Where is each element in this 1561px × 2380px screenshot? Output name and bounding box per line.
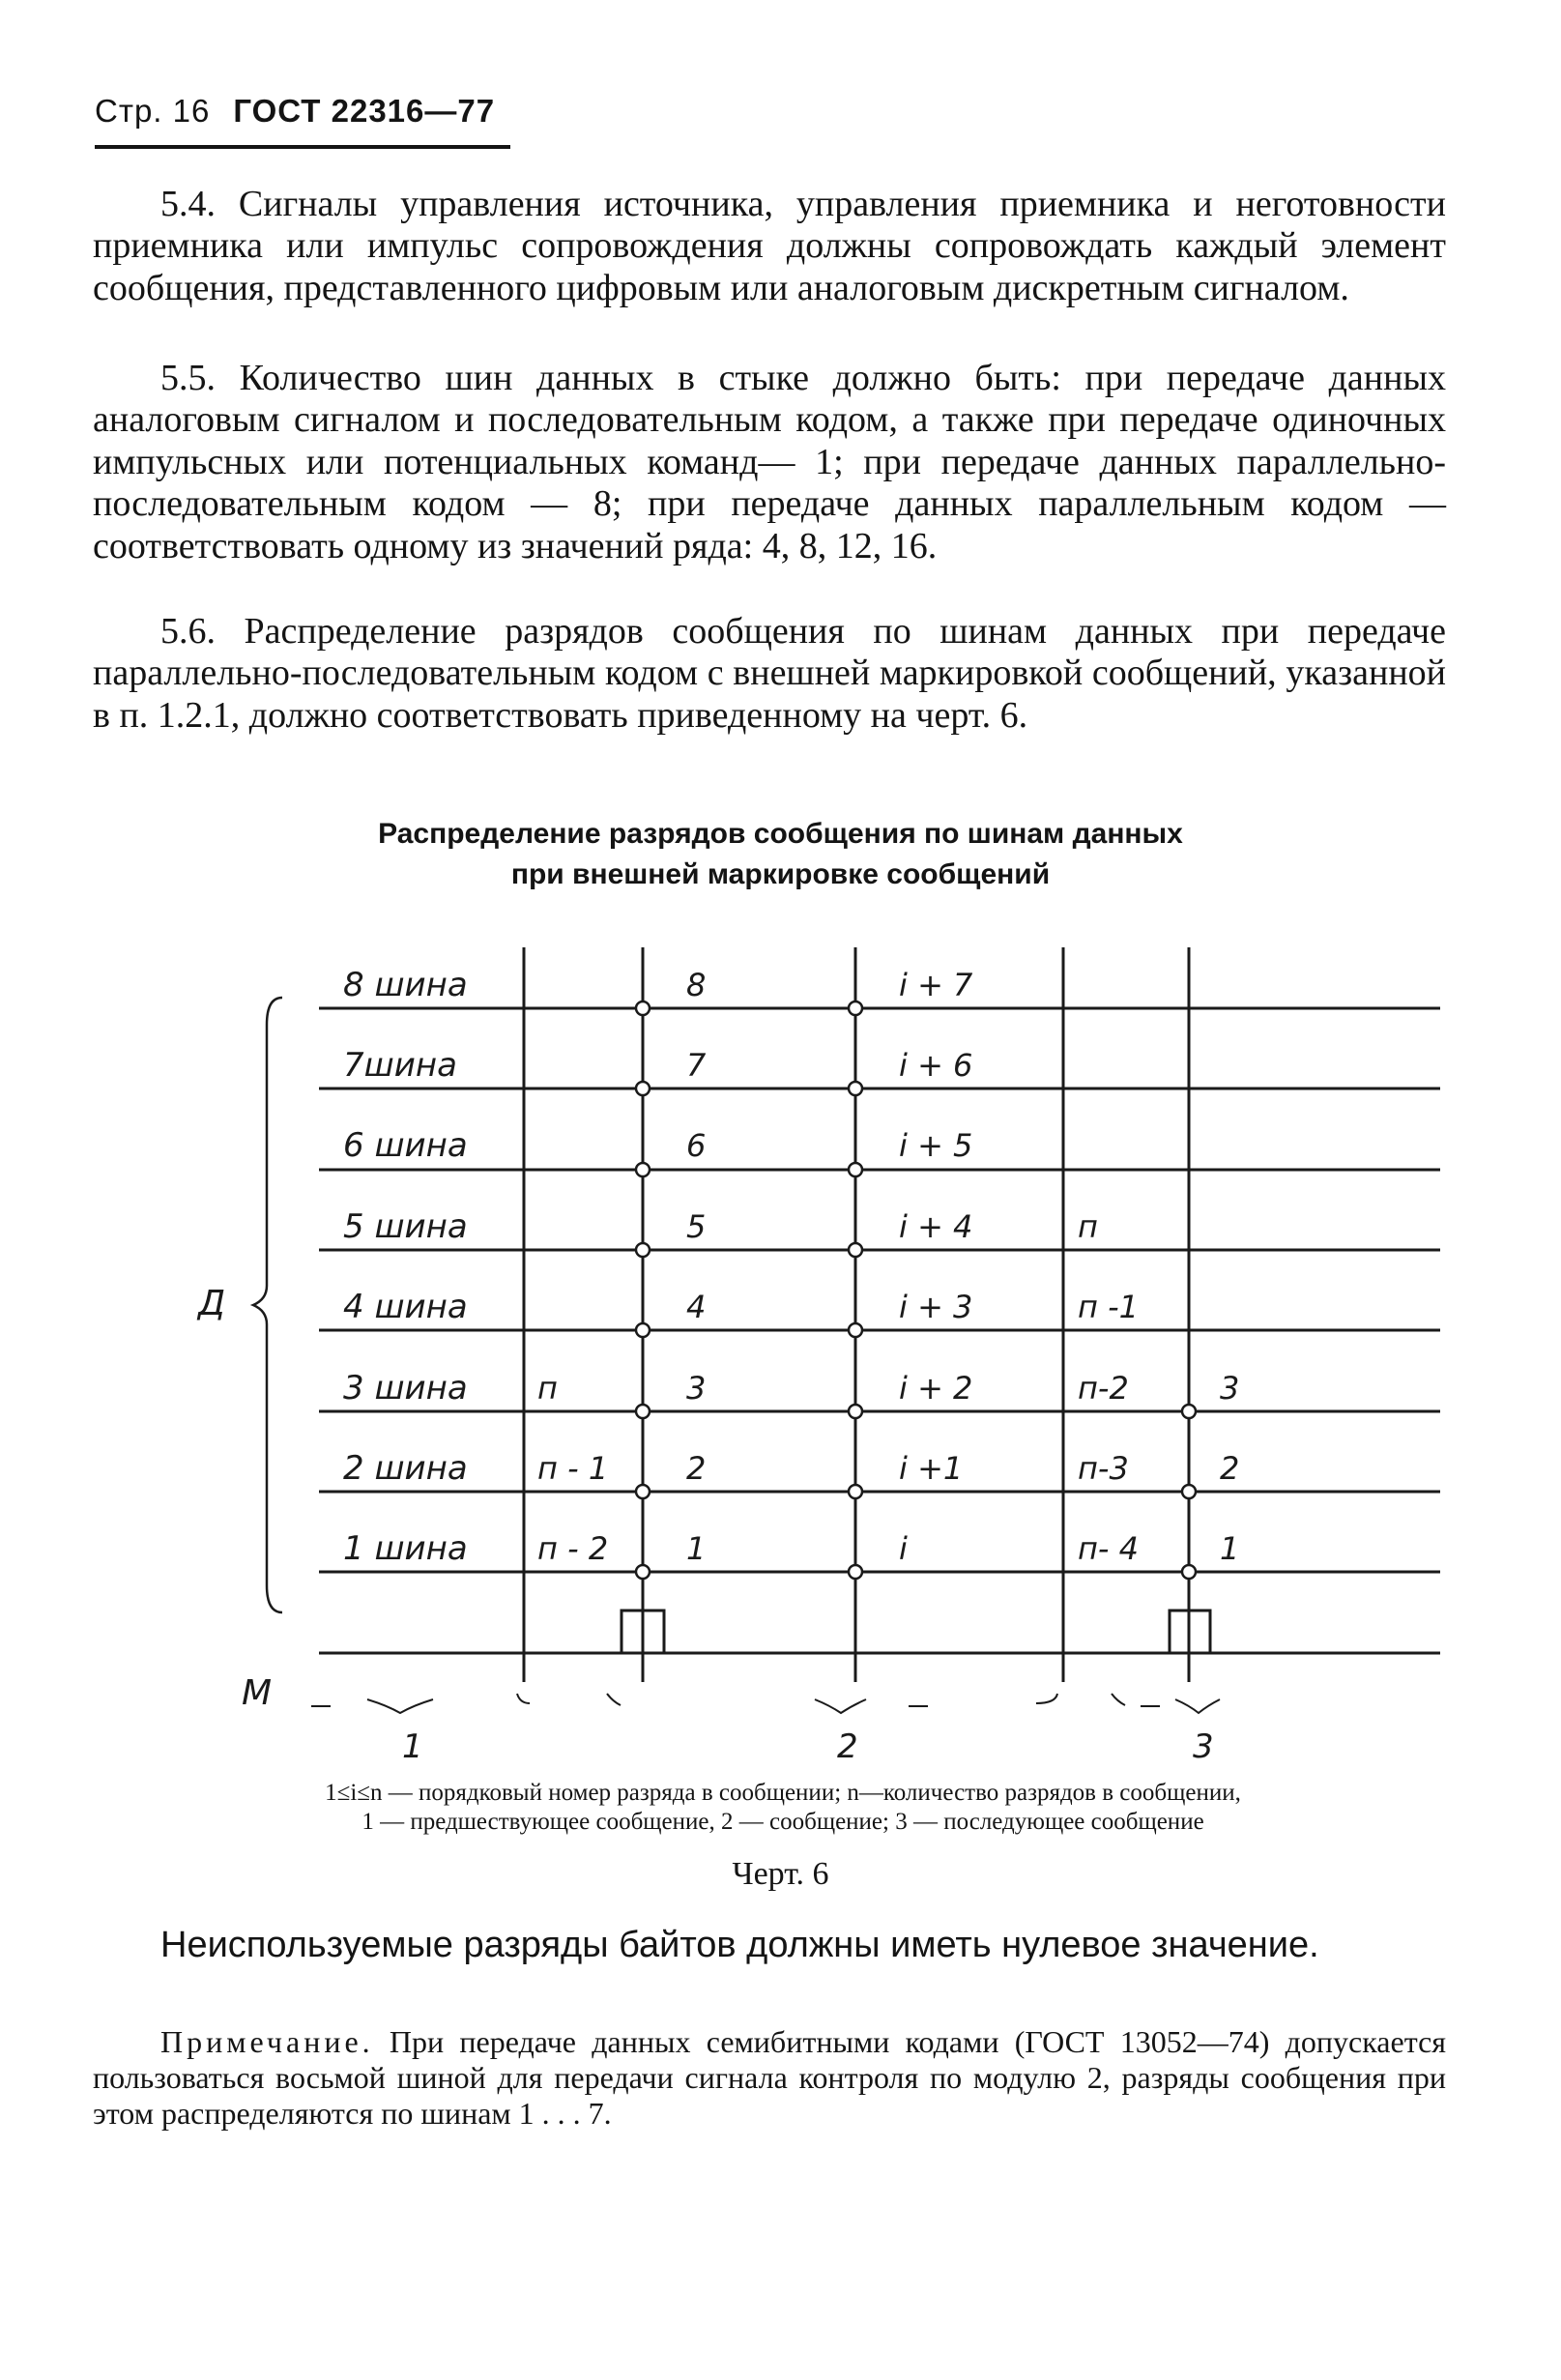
caption-line2: 1 — предшествующее сообщение, 2 — сообщение; 3 — последующее сообщение: [361, 1809, 1204, 1835]
bit-label: 3: [686, 1370, 707, 1407]
junction-dot: [636, 1405, 650, 1418]
paragraph-5-6: [93, 611, 1446, 737]
header-rule: [95, 145, 510, 149]
segment-bracket-2: [815, 1699, 866, 1713]
unused-bits-paragraph: [93, 1924, 1446, 1966]
bus-lines: [319, 1008, 1440, 1653]
bit-label: i + 3: [899, 1289, 973, 1325]
junction-dot: [849, 1082, 862, 1095]
segment-brackets: [311, 1694, 1220, 1713]
bit-label: 8: [686, 967, 707, 1003]
caption-line1: 1≤i≤n — порядковый номер разряда в сообщении; n—количество разрядов в сообщении,: [325, 1780, 1241, 1806]
bit-label: п - 2: [537, 1530, 609, 1567]
figure-title-line1: Распределение разрядов сообщения по шинам данных: [378, 818, 1183, 850]
bit-label: i + 7: [899, 967, 973, 1003]
page-number: Стр. 16: [95, 93, 211, 129]
bit-label: i + 5: [899, 1127, 973, 1164]
bus-label: 7шина: [343, 1046, 457, 1085]
bus-label: 5 шина: [343, 1207, 468, 1246]
paragraph-5-6-text: 5.6. Распределение разрядов сообщения по шинам данных при передаче параллельно-последовательным кодом с внешней маркировкой сообщений, указанной в п. 1.2.1, должно соответствовать приведенному на черт. 6.: [93, 611, 1446, 736]
junction-dot: [849, 1001, 862, 1015]
bit-label: 6: [686, 1127, 707, 1164]
bit-label: i + 4: [899, 1208, 973, 1245]
next-message-column: [1220, 1370, 1239, 1567]
junction-dot: [849, 1565, 862, 1579]
junction-dot: [636, 1163, 650, 1176]
message-last-column: [1078, 1208, 1139, 1567]
marker-pulses: [622, 1611, 1210, 1653]
note-paragraph: [93, 2024, 1446, 2132]
paragraph-5-5: [93, 358, 1446, 567]
note-label: Примечание.: [160, 2024, 374, 2059]
junction-dot: [849, 1405, 862, 1418]
paragraph-5-5-text: 5.5. Количество шин данных в стыке должно быть: при передаче данных аналоговым сигналом и последовательным кодом, а также при передаче одиночных импульсных или потенциальных команд— 1; при передаче данных параллельно-последовательным кодом — 8; при передаче данных параллельным кодом — соответствовать одному из значений ряда: 4, 8, 12, 16.: [93, 358, 1446, 566]
bit-label: 7: [686, 1047, 707, 1084]
junction-dot: [636, 1565, 650, 1579]
bracket-end: [517, 1694, 530, 1703]
marker-label: М: [242, 1673, 273, 1713]
junction-dot: [636, 1485, 650, 1498]
unused-bits-text: Неиспользуемые разряды байтов должны иметь нулевое значение.: [160, 1925, 1319, 1965]
bit-label: 2: [1220, 1450, 1240, 1487]
bus-label: 4 шина: [343, 1288, 468, 1326]
bit-label: 3: [1220, 1370, 1240, 1407]
segment-bracket-3: [1175, 1699, 1220, 1713]
figure-label: Черт. 6: [732, 1856, 829, 1892]
message-general-column: [899, 967, 973, 1567]
junction-dot: [636, 1323, 650, 1337]
data-brace: [253, 998, 282, 1612]
figure-caption: [106, 1779, 1460, 1837]
prev-message-column: [537, 1370, 608, 1567]
bit-label: п-3: [1078, 1450, 1129, 1487]
note-text: При передаче данных семибитными кодами (ГОСТ 13052—74) допускается пользоваться восьмой шиной для передачи сигнала контроля по модулю 2, разряды сообщения при этом распределяются по шинам 1 . . . 7.: [93, 2024, 1447, 2131]
bus-distribution-diagram: [0, 928, 1561, 1759]
segment-labels: [402, 1727, 1214, 1759]
junction-dot: [849, 1163, 862, 1176]
segment-bracket-1: [367, 1699, 433, 1713]
paragraph-5-4-text: 5.4. Сигналы управления источника, управления приемника и неготовности приемника или импульс сопровождения должны сопровождать каждый элемент сообщения, представленного цифровым или аналоговым дискретным сигналом.: [93, 184, 1446, 308]
bit-label: i: [899, 1530, 908, 1567]
bit-label: 5: [686, 1208, 707, 1245]
bit-label: i +1: [899, 1450, 964, 1487]
bracket-end: [1036, 1694, 1057, 1703]
junction-dot: [636, 1243, 650, 1257]
bus-label-column: [343, 966, 468, 1568]
segment-label: 2: [837, 1727, 858, 1759]
junction-dot: [1182, 1485, 1196, 1498]
bit-label: i + 2: [899, 1370, 973, 1407]
bit-label: i + 6: [899, 1047, 973, 1084]
paragraph-5-4: [93, 184, 1446, 309]
segment-label: 1: [402, 1727, 423, 1759]
bit-label: 1: [1220, 1530, 1240, 1567]
bus-label: 1 шина: [343, 1529, 468, 1568]
bracket-end: [1112, 1694, 1125, 1705]
junction-dot: [1182, 1405, 1196, 1418]
standard-number: ГОСТ 22316—77: [233, 93, 496, 129]
bus-label: 6 шина: [343, 1126, 468, 1165]
bit-label: 2: [686, 1450, 707, 1487]
junction-dot: [636, 1001, 650, 1015]
bus-label: 3 шина: [343, 1369, 468, 1408]
bit-label: п - 1: [537, 1450, 609, 1487]
bit-label: 4: [686, 1289, 707, 1325]
bracket-end: [607, 1694, 621, 1705]
page-header: [95, 93, 510, 141]
segment-label: 3: [1193, 1727, 1214, 1759]
data-group-label: Д: [198, 1284, 226, 1323]
junction-dot: [849, 1323, 862, 1337]
junction-dot: [849, 1243, 862, 1257]
figure-title-line2: при внешней маркировке сообщений: [510, 858, 1051, 890]
junction-dot: [636, 1082, 650, 1095]
bit-label: п- 4: [1078, 1530, 1139, 1567]
junction-dot: [1182, 1565, 1196, 1579]
bus-label: 2 шина: [343, 1449, 468, 1488]
figure-title: [193, 814, 1368, 895]
bit-label: п -1: [1078, 1289, 1139, 1325]
bit-label: п: [537, 1370, 558, 1407]
bit-label: п: [1078, 1208, 1098, 1245]
junction-dot: [849, 1485, 862, 1498]
bus-label: 8 шина: [343, 966, 468, 1004]
bit-label: 1: [686, 1530, 707, 1567]
bit-label: п-2: [1078, 1370, 1129, 1407]
message-first-column: [686, 967, 707, 1567]
